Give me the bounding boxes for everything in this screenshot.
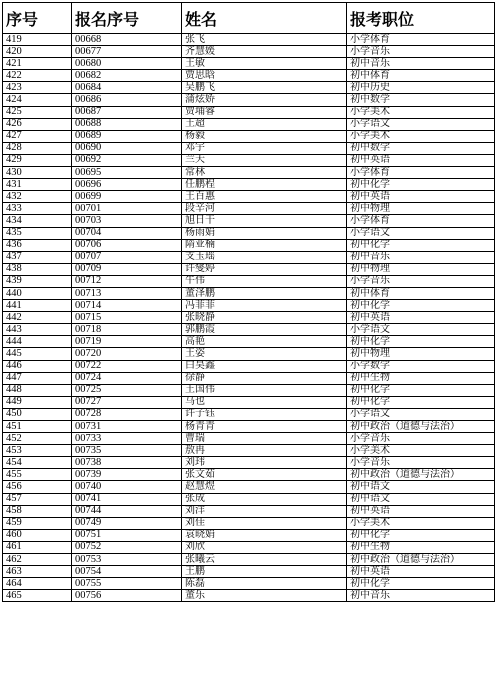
header-name: 姓名 [182,3,347,34]
cell-position: 小学体育 [347,167,495,179]
cell-reg-number: 00682 [72,70,182,82]
cell-name: 袁晓娟 [182,529,347,541]
cell-reg-number: 00755 [72,578,182,590]
cell-index: 453 [3,445,72,457]
cell-position: 初中政治（道德与法治） [347,469,495,481]
cell-reg-number: 00715 [72,312,182,324]
table-row [3,300,495,312]
table-row [3,384,495,396]
cell-name: 蒲炫娇 [182,94,347,106]
cell-position: 初中音乐 [347,590,495,602]
table-row [3,154,495,166]
cell-name: 王鹏 [182,566,347,578]
cell-reg-number: 00714 [72,300,182,312]
cell-name: 张成 [182,493,347,505]
cell-index: 464 [3,578,72,590]
cell-position: 初中英语 [347,191,495,203]
cell-index: 431 [3,179,72,191]
table-row [3,505,495,517]
cell-position: 初中物理 [347,263,495,275]
table-row [3,372,495,384]
cell-name: 王国伟 [182,384,347,396]
cell-index: 437 [3,251,72,263]
cell-reg-number: 00709 [72,263,182,275]
cell-reg-number: 00752 [72,541,182,553]
cell-reg-number: 00703 [72,215,182,227]
cell-position: 小学数学 [347,360,495,372]
table-row [3,517,495,529]
table-row [3,34,495,46]
cell-name: 贾思晗 [182,70,347,82]
cell-name: 牛伟 [182,275,347,287]
cell-reg-number: 00740 [72,481,182,493]
cell-position: 初中政治（道德与法治） [347,554,495,566]
cell-index: 442 [3,312,72,324]
cell-reg-number: 00706 [72,239,182,251]
table-row [3,227,495,239]
table-row [3,46,495,58]
cell-index: 432 [3,191,72,203]
cell-index: 452 [3,433,72,445]
cell-name: 杨毅 [182,130,347,142]
cell-index: 451 [3,421,72,433]
cell-position: 初中体育 [347,70,495,82]
cell-index: 430 [3,167,72,179]
cell-position: 初中数学 [347,142,495,154]
header-reg-number: 报名序号 [72,3,182,34]
cell-reg-number: 00695 [72,167,182,179]
header-row [3,3,495,34]
table-row [3,94,495,106]
cell-name: 郭鹏霞 [182,324,347,336]
cell-reg-number: 00733 [72,433,182,445]
cell-name: 王姿 [182,348,347,360]
cell-position: 小学美术 [347,517,495,529]
cell-name: 旭日干 [182,215,347,227]
cell-reg-number: 00751 [72,529,182,541]
table-row [3,348,495,360]
cell-position: 小学语文 [347,118,495,130]
cell-reg-number: 00704 [72,227,182,239]
cell-position: 初中音乐 [347,251,495,263]
table-row [3,578,495,590]
cell-position: 初中化学 [347,336,495,348]
cell-reg-number: 00690 [72,142,182,154]
cell-reg-number: 00701 [72,203,182,215]
cell-position: 小学美术 [347,130,495,142]
table-row [3,263,495,275]
header-position: 报考职位 [347,3,495,34]
cell-name: 张飞 [182,34,347,46]
cell-index: 456 [3,481,72,493]
cell-name: 冯菲菲 [182,300,347,312]
table-row [3,239,495,251]
table-row [3,70,495,82]
cell-position: 初中体育 [347,287,495,299]
table-row [3,493,495,505]
cell-name: 杨青青 [182,421,347,433]
cell-reg-number: 00713 [72,287,182,299]
cell-position: 初中英语 [347,154,495,166]
cell-index: 462 [3,554,72,566]
table-row [3,445,495,457]
cell-reg-number: 00720 [72,348,182,360]
table-row [3,203,495,215]
candidate-table [2,2,495,602]
cell-position: 初中化学 [347,384,495,396]
table-row [3,82,495,94]
cell-reg-number: 00728 [72,408,182,420]
cell-reg-number: 00727 [72,396,182,408]
cell-index: 463 [3,566,72,578]
cell-position: 初中物理 [347,203,495,215]
cell-reg-number: 00719 [72,336,182,348]
cell-name: 马也 [182,396,347,408]
cell-index: 438 [3,263,72,275]
cell-position: 小学体育 [347,34,495,46]
header-index: 序号 [3,3,72,34]
cell-reg-number: 00738 [72,457,182,469]
cell-reg-number: 00707 [72,251,182,263]
cell-position: 小学语文 [347,227,495,239]
cell-name: 高艳 [182,336,347,348]
cell-reg-number: 00696 [72,179,182,191]
cell-name: 王超 [182,118,347,130]
table-body [3,34,495,602]
cell-name: 徐静 [182,372,347,384]
cell-name: 兰天 [182,154,347,166]
cell-index: 454 [3,457,72,469]
cell-index: 448 [3,384,72,396]
cell-index: 443 [3,324,72,336]
cell-position: 初中英语 [347,312,495,324]
cell-position: 初中数学 [347,94,495,106]
cell-index: 426 [3,118,72,130]
cell-name: 刘洋 [182,505,347,517]
cell-name: 张文茹 [182,469,347,481]
table-row [3,142,495,154]
cell-position: 小学音乐 [347,275,495,287]
cell-reg-number: 00686 [72,94,182,106]
cell-index: 425 [3,106,72,118]
cell-index: 428 [3,142,72,154]
cell-index: 422 [3,70,72,82]
cell-name: 许子钰 [182,408,347,420]
cell-name: 齐慧媛 [182,46,347,58]
cell-name: 陈磊 [182,578,347,590]
table-row [3,396,495,408]
cell-index: 461 [3,541,72,553]
cell-name: 敖冉 [182,445,347,457]
table-row [3,421,495,433]
cell-reg-number: 00680 [72,58,182,70]
cell-position: 初中化学 [347,529,495,541]
cell-name: 王百惠 [182,191,347,203]
cell-position: 初中生物 [347,372,495,384]
cell-reg-number: 00744 [72,505,182,517]
cell-reg-number: 00712 [72,275,182,287]
cell-index: 449 [3,396,72,408]
cell-name: 任鹏程 [182,179,347,191]
cell-name: 王敏 [182,58,347,70]
cell-position: 初中历史 [347,82,495,94]
cell-name: 杨雨娟 [182,227,347,239]
cell-position: 小学语文 [347,408,495,420]
cell-position: 初中生物 [347,541,495,553]
cell-name: 贾埔睿 [182,106,347,118]
cell-position: 小学音乐 [347,46,495,58]
cell-index: 427 [3,130,72,142]
cell-position: 初中化学 [347,578,495,590]
cell-reg-number: 00668 [72,34,182,46]
cell-position: 初中英语 [347,566,495,578]
cell-reg-number: 00735 [72,445,182,457]
cell-index: 458 [3,505,72,517]
cell-index: 421 [3,58,72,70]
cell-reg-number: 00718 [72,324,182,336]
table-row [3,251,495,263]
cell-reg-number: 00692 [72,154,182,166]
cell-index: 460 [3,529,72,541]
table-row [3,130,495,142]
cell-reg-number: 00687 [72,106,182,118]
cell-name: 刘佳 [182,517,347,529]
cell-index: 420 [3,46,72,58]
cell-reg-number: 00699 [72,191,182,203]
cell-index: 435 [3,227,72,239]
cell-name: 董乐 [182,590,347,602]
cell-name: 董泽鹏 [182,287,347,299]
cell-position: 初中化学 [347,239,495,251]
cell-position: 小学体育 [347,215,495,227]
table-row [3,529,495,541]
cell-name: 段辛河 [182,203,347,215]
table-row [3,179,495,191]
cell-name: 刘玮 [182,457,347,469]
cell-index: 423 [3,82,72,94]
cell-reg-number: 00724 [72,372,182,384]
cell-index: 440 [3,287,72,299]
cell-name: 张曦云 [182,554,347,566]
cell-index: 465 [3,590,72,602]
cell-index: 419 [3,34,72,46]
table-row [3,408,495,420]
cell-position: 小学美术 [347,445,495,457]
cell-index: 429 [3,154,72,166]
cell-reg-number: 00689 [72,130,182,142]
cell-name: 许燮婷 [182,263,347,275]
cell-position: 小学音乐 [347,457,495,469]
table-row [3,275,495,287]
cell-reg-number: 00754 [72,566,182,578]
cell-index: 447 [3,372,72,384]
cell-reg-number: 00725 [72,384,182,396]
cell-reg-number: 00749 [72,517,182,529]
cell-position: 初中音乐 [347,58,495,70]
cell-reg-number: 00677 [72,46,182,58]
table-row [3,312,495,324]
cell-position: 初中物理 [347,348,495,360]
cell-name: 支玉瑶 [182,251,347,263]
cell-name: 白昊鑫 [182,360,347,372]
cell-name: 隋亚楠 [182,239,347,251]
cell-index: 424 [3,94,72,106]
cell-name: 张晓静 [182,312,347,324]
cell-name: 赵慧煜 [182,481,347,493]
table-row [3,469,495,481]
table-row [3,167,495,179]
table-row [3,191,495,203]
cell-name: 刘欣 [182,541,347,553]
cell-position: 小学音乐 [347,433,495,445]
cell-position: 初中语文 [347,493,495,505]
cell-reg-number: 00722 [72,360,182,372]
table-row [3,118,495,130]
cell-reg-number: 00756 [72,590,182,602]
table-row [3,566,495,578]
cell-index: 434 [3,215,72,227]
table-row [3,324,495,336]
cell-index: 436 [3,239,72,251]
cell-reg-number: 00753 [72,554,182,566]
cell-position: 初中化学 [347,396,495,408]
cell-reg-number: 00741 [72,493,182,505]
cell-index: 446 [3,360,72,372]
table-row [3,106,495,118]
cell-index: 455 [3,469,72,481]
cell-reg-number: 00688 [72,118,182,130]
table-row [3,554,495,566]
table-row [3,215,495,227]
cell-reg-number: 00731 [72,421,182,433]
table-row [3,336,495,348]
table-row [3,433,495,445]
table-row [3,457,495,469]
cell-index: 457 [3,493,72,505]
cell-index: 444 [3,336,72,348]
cell-index: 450 [3,408,72,420]
cell-position: 初中化学 [347,300,495,312]
cell-position: 初中英语 [347,505,495,517]
cell-index: 439 [3,275,72,287]
cell-position: 小学美术 [347,106,495,118]
cell-reg-number: 00684 [72,82,182,94]
cell-index: 441 [3,300,72,312]
cell-name: 吴鹏飞 [182,82,347,94]
cell-index: 445 [3,348,72,360]
table-row [3,541,495,553]
table-row [3,590,495,602]
cell-position: 小学语文 [347,324,495,336]
cell-position: 初中政治（道德与法治） [347,421,495,433]
table-row [3,58,495,70]
table-row [3,287,495,299]
table-row [3,360,495,372]
cell-reg-number: 00739 [72,469,182,481]
cell-index: 433 [3,203,72,215]
cell-name: 常林 [182,167,347,179]
cell-index: 459 [3,517,72,529]
table-row [3,481,495,493]
cell-position: 初中化学 [347,179,495,191]
cell-position: 初中语文 [347,481,495,493]
cell-name: 曹瑞 [182,433,347,445]
cell-name: 邓宇 [182,142,347,154]
